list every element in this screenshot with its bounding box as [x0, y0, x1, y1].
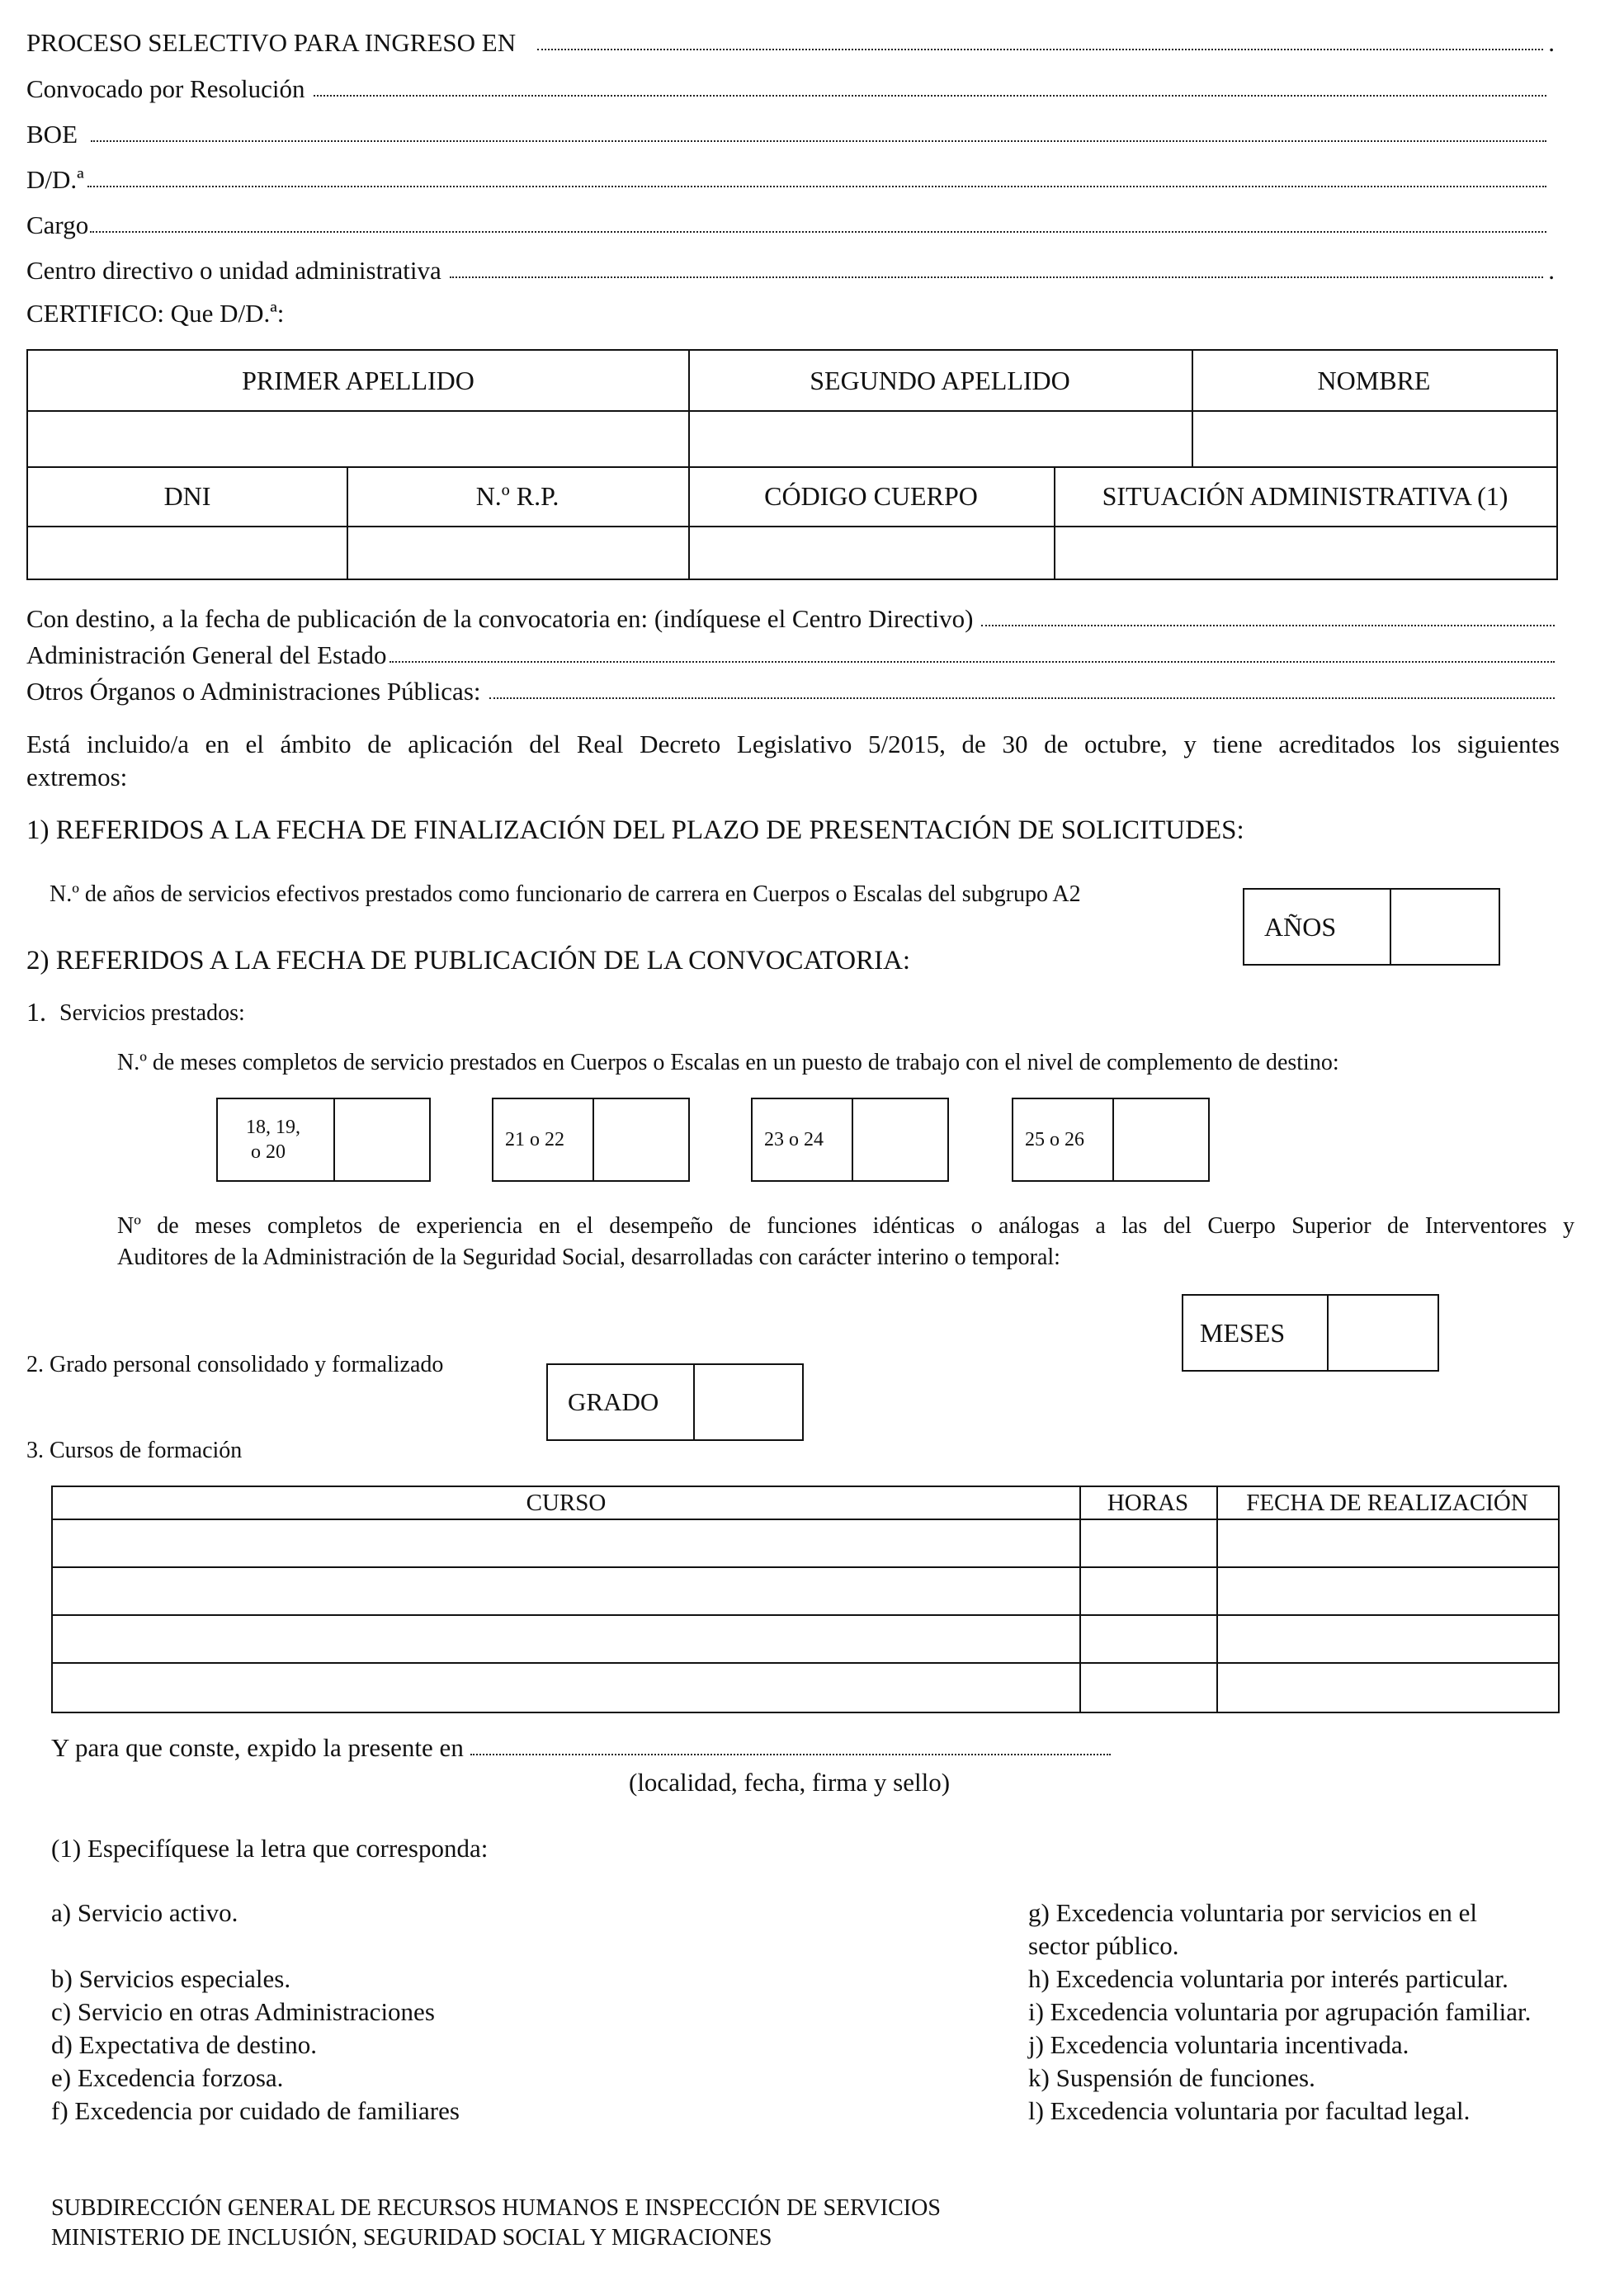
section1-anios-text: N.º de años de servicios efectivos prestados como funcionario de carrera en Cuerpos o Escalas del subgrupo A2	[50, 881, 1081, 907]
situacion-item: i) Excedencia voluntaria por agrupación familiar.	[1028, 1997, 1532, 2026]
dotted-leader	[314, 94, 1546, 97]
situacion-item: j) Excedencia voluntaria incentivada.	[1028, 2030, 1409, 2059]
cursos-header-horas: HORAS	[1107, 1489, 1189, 1516]
header-dni: DNI	[163, 480, 211, 511]
nivel-box-25-26	[1012, 1098, 1210, 1182]
input-nrp[interactable]	[347, 526, 688, 579]
expido-subtitle: (localidad, fecha, firma y sello)	[629, 1768, 951, 1797]
grado-input[interactable]	[695, 1365, 802, 1439]
item1-number: 1.	[26, 997, 46, 1027]
situacion-item: b) Servicios especiales.	[51, 1964, 291, 1993]
field-label: BOE	[26, 120, 78, 149]
anios-label: AÑOS	[1264, 911, 1337, 942]
nivel-box-18-20	[216, 1098, 431, 1182]
header-nrp: N.º R.P.	[475, 480, 559, 511]
nivel-input-25-26[interactable]	[1114, 1099, 1208, 1180]
header-primer-apellido: PRIMER APELLIDO	[242, 365, 474, 395]
item2-grado-label: 2. Grado personal consolidado y formalizado	[26, 1352, 444, 1377]
nivel-label: 21 o 22	[505, 1129, 564, 1150]
input-nombre[interactable]	[1192, 410, 1556, 466]
table-row[interactable]	[53, 1664, 1558, 1712]
nivel-label: 25 o 26	[1025, 1129, 1084, 1150]
meses-label: MESES	[1200, 1317, 1286, 1348]
experiencia-text-line2: Auditores de la Administración de la Seguridad Social, desarrolladas con carácter interino o temporal:	[117, 1245, 1060, 1270]
meses-input[interactable]	[1329, 1296, 1438, 1370]
ambito-paragraph-line1: Está incluido/a en el ámbito de aplicación del Real Decreto Legislativo 5/2015, de 30 de octubre, y tiene acreditados los siguientes	[26, 730, 1560, 758]
dotted-leader	[470, 1753, 1111, 1755]
header-nombre: NOMBRE	[1317, 365, 1431, 395]
table-row[interactable]	[53, 1520, 1558, 1566]
note-especifiquese: (1) Especifíquese la letra que corresponda:	[51, 1834, 489, 1863]
nivel-label: 23 o 24	[764, 1129, 824, 1150]
field-tail: .	[1548, 256, 1555, 285]
situacion-item: f) Excedencia por cuidado de familiares	[51, 2096, 460, 2125]
header-codigo-cuerpo: CÓDIGO CUERPO	[764, 480, 978, 511]
field-boe[interactable]	[26, 116, 1546, 149]
section2-title: 2) REFERIDOS A LA FECHA DE PUBLICACIÓN DE LA CONVOCATORIA:	[26, 946, 911, 975]
table-row[interactable]	[53, 1616, 1558, 1662]
dotted-leader	[489, 697, 1556, 699]
dotted-leader	[537, 48, 1543, 50]
cursos-table	[51, 1486, 1560, 1713]
situacion-item: l) Excedencia voluntaria por facultad legal.	[1028, 2096, 1471, 2125]
experiencia-text-line1: Nº de meses completos de experiencia en el desempeño de funciones idénticas o análogas a las del Cuerpo Superior de Interventores y	[117, 1213, 1574, 1239]
situacion-item: e) Excedencia forzosa.	[51, 2063, 284, 2092]
nivel-input-23-24[interactable]	[853, 1099, 947, 1180]
cursos-header-fecha: FECHA DE REALIZACIÓN	[1246, 1489, 1528, 1516]
field-label: Convocado por Resolución	[26, 74, 305, 103]
nivel-box-21-22	[492, 1098, 690, 1182]
field-label: Cargo	[26, 210, 89, 239]
situacion-item: g) Excedencia voluntaria por servicios en el	[1028, 1898, 1477, 1927]
situacion-item: d) Expectativa de destino.	[51, 2030, 317, 2059]
input-situacion-administrativa[interactable]	[1054, 526, 1556, 579]
field-tail: .	[1548, 28, 1555, 57]
field-label: D/D.ª	[26, 165, 84, 194]
section1-title: 1) REFERIDOS A LA FECHA DE FINALIZACIÓN DEL PLAZO DE PRESENTACIÓN DE SOLICITUDES:	[26, 815, 1244, 845]
footer-subdireccion: SUBDIRECCIÓN GENERAL DE RECURSOS HUMANOS E INSPECCIÓN DE SERVICIOS	[51, 2195, 941, 2221]
situacion-item: k) Suspensión de funciones.	[1028, 2063, 1315, 2092]
field-centro-directivo[interactable]	[26, 253, 1555, 286]
header-situacion-administrativa: SITUACIÓN ADMINISTRATIVA (1)	[1102, 480, 1508, 511]
ambito-paragraph-line2: extremos:	[26, 763, 128, 791]
dotted-leader	[389, 660, 1555, 663]
footer-ministerio: MINISTERIO DE INCLUSIÓN, SEGURIDAD SOCIAL Y MIGRACIONES	[51, 2225, 772, 2251]
nivel-label-line1: 18, 19,	[246, 1117, 300, 1138]
dotted-leader	[90, 230, 1546, 233]
nivel-input-21-22[interactable]	[594, 1099, 688, 1180]
grado-label: GRADO	[568, 1387, 659, 1416]
header-segundo-apellido: SEGUNDO APELLIDO	[810, 365, 1070, 395]
field-label: Administración General del Estado	[26, 640, 387, 669]
field-label: PROCESO SELECTIVO PARA INGRESO EN	[26, 28, 517, 57]
field-cargo[interactable]	[26, 207, 1546, 240]
situacion-item: c) Servicio en otras Administraciones	[51, 1997, 435, 2026]
dotted-leader	[91, 139, 1546, 142]
input-primer-apellido[interactable]	[28, 410, 688, 466]
input-segundo-apellido[interactable]	[688, 410, 1192, 466]
input-codigo-cuerpo[interactable]	[688, 526, 1054, 579]
field-expido[interactable]	[51, 1730, 1111, 1763]
dotted-leader	[450, 276, 1543, 278]
table-row[interactable]	[53, 1568, 1558, 1614]
nivel-input-18-20[interactable]	[335, 1099, 429, 1180]
field-dda[interactable]	[26, 162, 1546, 195]
item1-label: Servicios prestados:	[59, 1000, 245, 1026]
certifico-label: CERTIFICO: Que D/D.ª:	[26, 299, 285, 328]
meses-box	[1182, 1294, 1439, 1372]
field-administracion-general[interactable]	[26, 637, 1555, 670]
nivel-box-23-24	[751, 1098, 949, 1182]
field-otros-organos[interactable]	[26, 673, 1555, 706]
dotted-leader	[87, 185, 1546, 187]
field-label: Y para que conste, expido la presente en	[51, 1733, 464, 1762]
nivel-label-line2: o 20	[251, 1141, 286, 1163]
dotted-leader	[981, 624, 1555, 626]
field-proceso-selectivo[interactable]	[26, 25, 1555, 58]
situacion-item: sector público.	[1028, 1931, 1179, 1960]
field-label: Con destino, a la fecha de publicación de la convocatoria en: (indíquese el Centro Directivo)	[26, 604, 974, 633]
identification-table	[26, 349, 1558, 580]
field-con-destino[interactable]	[26, 601, 1555, 634]
grado-box	[546, 1363, 804, 1441]
input-dni[interactable]	[28, 526, 347, 579]
nivel-label	[218, 1099, 300, 1180]
anios-input[interactable]	[1391, 890, 1499, 964]
cursos-header-curso: CURSO	[526, 1489, 607, 1516]
meses-nivel-text: N.º de meses completos de servicio prestados en Cuerpos o Escalas en un puesto de trabajo con el nivel de complemento de destino:	[117, 1050, 1339, 1075]
field-label: Otros Órganos o Administraciones Públicas:	[26, 677, 481, 706]
situacion-item: h) Excedencia voluntaria por interés particular.	[1028, 1964, 1508, 1993]
field-convocado[interactable]	[26, 71, 1546, 104]
item3-cursos-label: 3. Cursos de formación	[26, 1438, 243, 1463]
situacion-item: a) Servicio activo.	[51, 1898, 238, 1927]
field-label: Centro directivo o unidad administrativa	[26, 256, 441, 285]
anios-box	[1243, 888, 1500, 966]
